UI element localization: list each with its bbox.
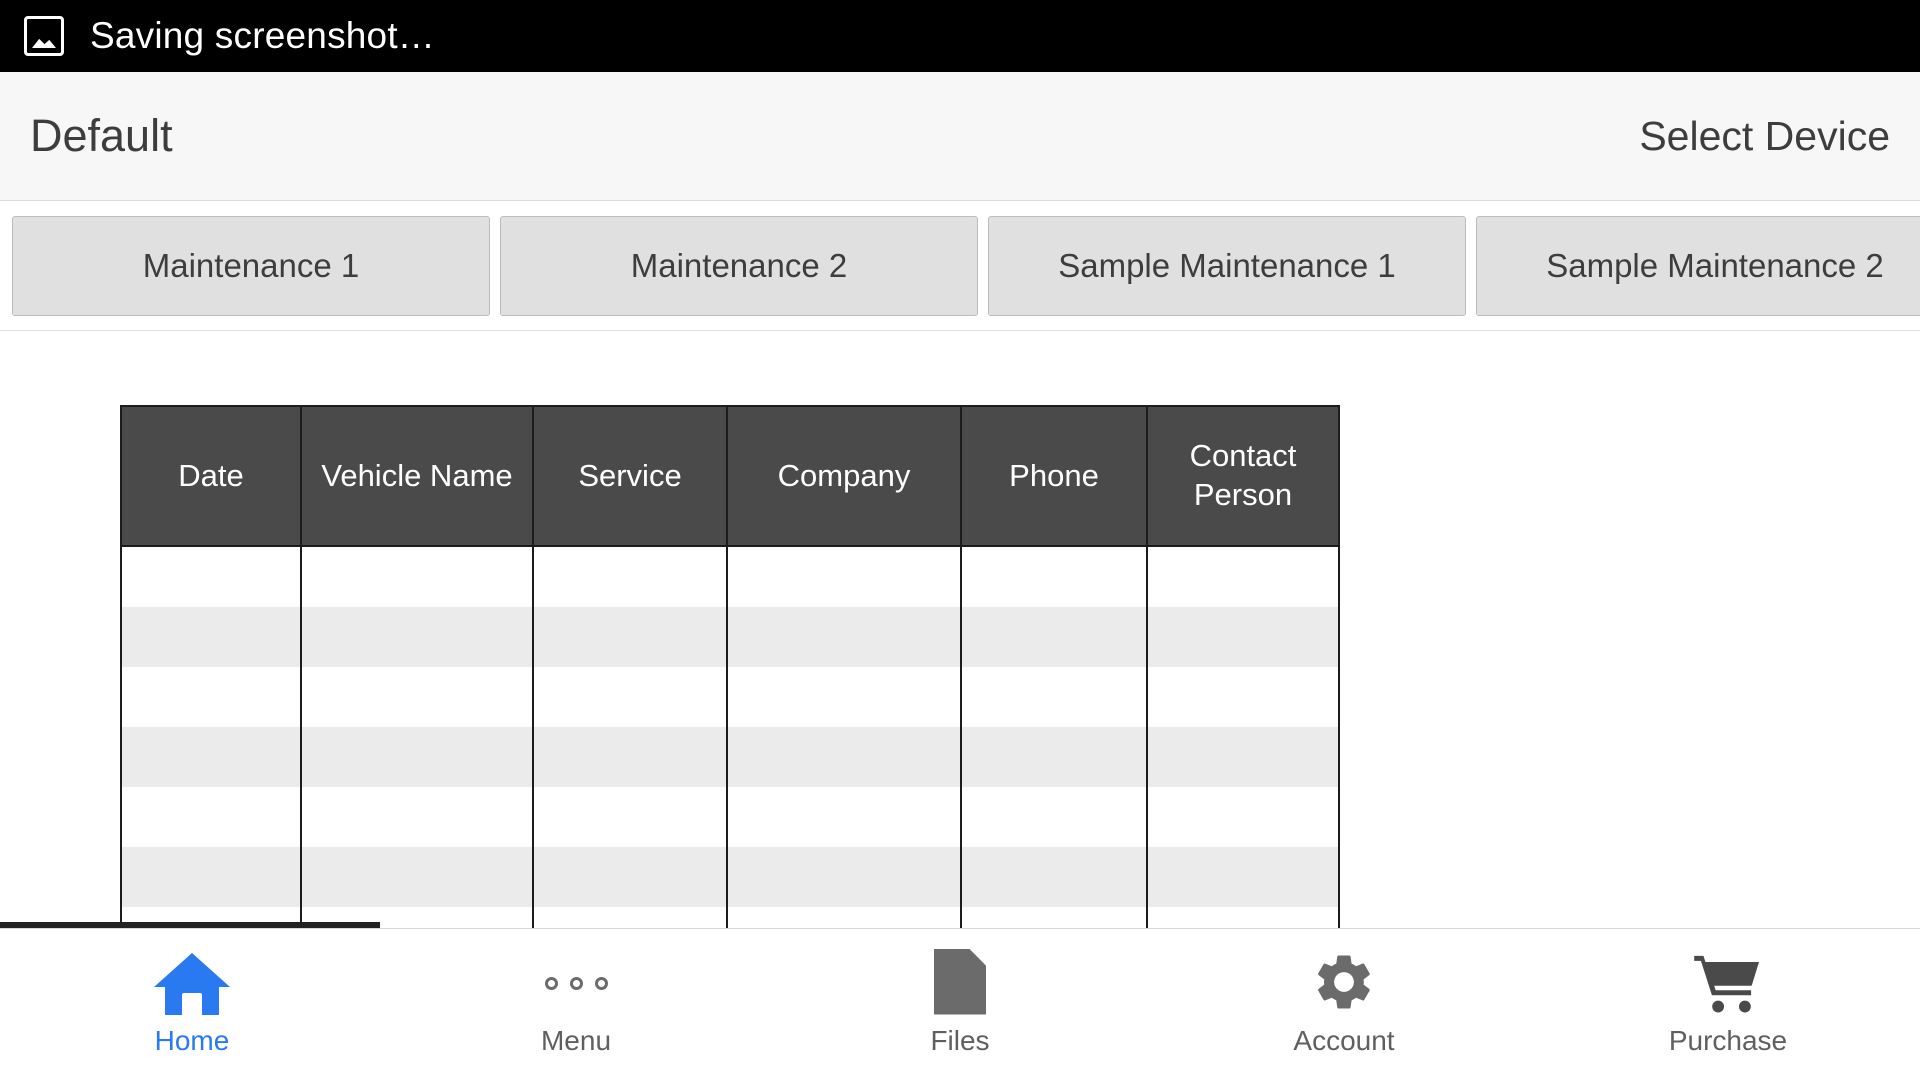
cell-contact-person[interactable] [1147,607,1339,667]
dots-icon [545,953,608,1015]
tab-sample-maintenance-1[interactable]: Sample Maintenance 1 [988,216,1466,316]
tab-maintenance-1[interactable]: Maintenance 1 [12,216,490,316]
column-header-date: Date [121,406,301,546]
bottom-navigation [0,928,1920,1080]
nav-label-purchase: Purchase [1668,1024,1788,1056]
cell-contact-person[interactable] [1147,847,1339,907]
image-icon [24,16,64,56]
cart-icon [1692,953,1764,1015]
cell-service[interactable] [533,847,727,907]
nav-item-account[interactable] [1152,929,1536,1080]
cell-service[interactable] [533,546,727,607]
cell-company[interactable] [727,546,961,607]
nav-label-home: Home [154,1024,230,1056]
cell-contact-person[interactable] [1147,546,1339,607]
column-header-vehicle-name: Vehicle Name [301,406,533,546]
nav-label-files: Files [930,1024,990,1056]
cell-phone[interactable] [961,667,1147,727]
nav-item-files[interactable] [768,929,1152,1080]
table-row[interactable] [121,727,1339,787]
nav-item-menu[interactable] [384,929,768,1080]
cell-vehicle-name[interactable] [301,607,533,667]
cell-contact-person[interactable] [1147,787,1339,847]
cell-phone[interactable] [961,787,1147,847]
cell-date[interactable] [121,847,301,907]
cell-phone[interactable] [961,727,1147,787]
cell-vehicle-name[interactable] [301,727,533,787]
page-title: Default [30,110,173,161]
home-icon [154,953,230,1015]
table-row[interactable] [121,607,1339,667]
cell-company[interactable] [727,787,961,847]
nav-item-home[interactable] [0,929,384,1080]
table-row[interactable] [121,787,1339,847]
file-icon [934,953,986,1015]
tab-sample-maintenance-2[interactable]: Sample Maintenance 2 [1476,216,1920,316]
cell-phone[interactable] [961,546,1147,607]
cell-vehicle-name[interactable] [301,787,533,847]
cell-service[interactable] [533,727,727,787]
cell-date[interactable] [121,607,301,667]
column-header-phone: Phone [961,406,1147,546]
nav-label-account: Account [1293,1024,1395,1056]
table-header-row [121,406,1339,546]
column-header-company: Company [727,406,961,546]
table-head [121,406,1339,546]
nav-item-purchase[interactable] [1536,929,1920,1080]
table-row[interactable] [121,667,1339,727]
cell-vehicle-name[interactable] [301,847,533,907]
table-row[interactable] [121,847,1339,907]
cell-date[interactable] [121,667,301,727]
status-bar-text: Saving screenshot… [90,15,436,56]
column-header-contact-person: Contact Person [1147,406,1339,546]
cell-service[interactable] [533,607,727,667]
cell-company[interactable] [727,607,961,667]
tab-maintenance-2[interactable]: Maintenance 2 [500,216,978,316]
title-bar [0,72,1920,201]
maintenance-table-container [120,405,1338,967]
cell-company[interactable] [727,667,961,727]
cell-date[interactable] [121,727,301,787]
cell-date[interactable] [121,546,301,607]
cell-date[interactable] [121,787,301,847]
cell-contact-person[interactable] [1147,667,1339,727]
cell-phone[interactable] [961,847,1147,907]
cell-company[interactable] [727,727,961,787]
table-row[interactable] [121,546,1339,607]
cell-contact-person[interactable] [1147,727,1339,787]
column-header-service: Service [533,406,727,546]
cell-company[interactable] [727,847,961,907]
cell-phone[interactable] [961,607,1147,667]
tab-strip[interactable] [0,201,1920,331]
table-body [121,546,1339,967]
cell-vehicle-name[interactable] [301,667,533,727]
select-device-button[interactable]: Select Device [1639,112,1890,159]
maintenance-table [120,405,1340,967]
cell-vehicle-name[interactable] [301,546,533,607]
gear-icon [1311,953,1377,1015]
nav-label-menu: Menu [540,1024,612,1056]
cell-service[interactable] [533,787,727,847]
status-bar [0,0,1920,72]
cell-service[interactable] [533,667,727,727]
